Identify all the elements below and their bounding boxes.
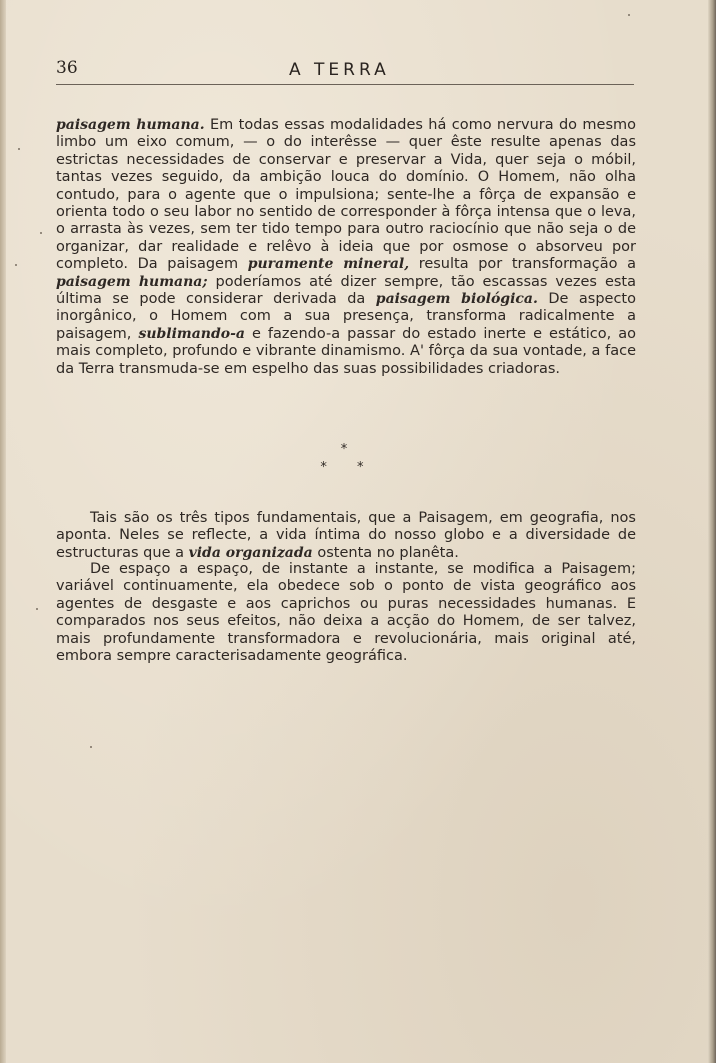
header-rule [56,84,634,85]
section-break-ornament-top: * [340,442,348,457]
paragraph-3 [56,561,636,665]
italic-term: paisagem biológica. [375,291,538,308]
page-left-edge [0,0,6,1063]
paper-speck [90,746,92,748]
paragraph-2 [56,510,636,562]
paragraph-text: Tais são os três tipos fundamentais, que a Paisagem, em geografia, nos aponta. Neles se reflecte, a vida íntima do nosso globo e a diversidade de estructuras que a [56,510,636,561]
paper-speck [36,608,38,610]
paper-speck [628,14,630,16]
paragraph-text: e fazendo-a passar do estado inerte e estático, ao mais completo, profundo e vibrante dinamismo. A' fôrça da sua vontade, a face da Terra transmuda-se em espelho das suas possibilidades criadoras. [56,325,637,377]
italic-term: vida organizada [188,544,313,561]
page-header [56,56,634,86]
paragraph-text: poderíamos até dizer sempre, tão escassas vezes esta última se pode considerar derivada da [56,273,636,308]
paper-speck [40,232,42,234]
paragraph-text: ostenta no planêta. [312,544,459,561]
italic-term: paisagem humana; [56,273,208,290]
paragraph-1 [56,117,636,378]
paper-speck [18,148,20,150]
section-break-ornament-bottom: * * [320,460,364,475]
italic-term: puramente mineral, [247,256,410,273]
italic-term: sublimando-a [138,325,245,342]
paragraph-text: De espaço a espaço, de instante a instante, se modifica a Paisagem; variável continuamente, ela obedece sob o ponto de vista geográfico aos agentes de desgaste e aos caprichos ou puras necessidades humanas. E comparados nos seus efeitos, não deixa a acção do Homem, de ser talvez, mais profundamente transformadora e revolucionária, mais original até, embora sempre caracterisadamente geográfica. [56,561,636,665]
page-right-edge [708,0,716,1063]
italic-term: paisagem humana. [56,117,205,133]
running-title: A TERRA [289,60,390,80]
paragraph-text: Em todas essas modalidades há como nervura do mesmo limbo um eixo comum, — o do interêsse — quer êste resulte apenas das estrictas necessidades de conservar e preservar a Vida, quer seja o móbil, tantas vezes seguido, da ambição louca do domínio. O Homem, não olha contudo, para o agente que o impulsiona; sente-lhe a fôrça de expansão e orienta todo o seu labor no sentido de corresponder à fôrça intensa que o leva, o arrasta às vezes, sem ter tido tempo para outro raciocínio que não seja o de organizar, dar realidade e relêvo à ideia que por osmose o absorveu por completo. Da paisagem [56,117,636,273]
paragraph-text: resulta por transformação a [409,256,637,273]
paragraph-text: De aspecto inorgânico, o Homem com a sua presença, transforma radicalmente a paisagem, [56,291,636,342]
page-number: 36 [56,58,78,78]
paper-speck [15,264,17,266]
